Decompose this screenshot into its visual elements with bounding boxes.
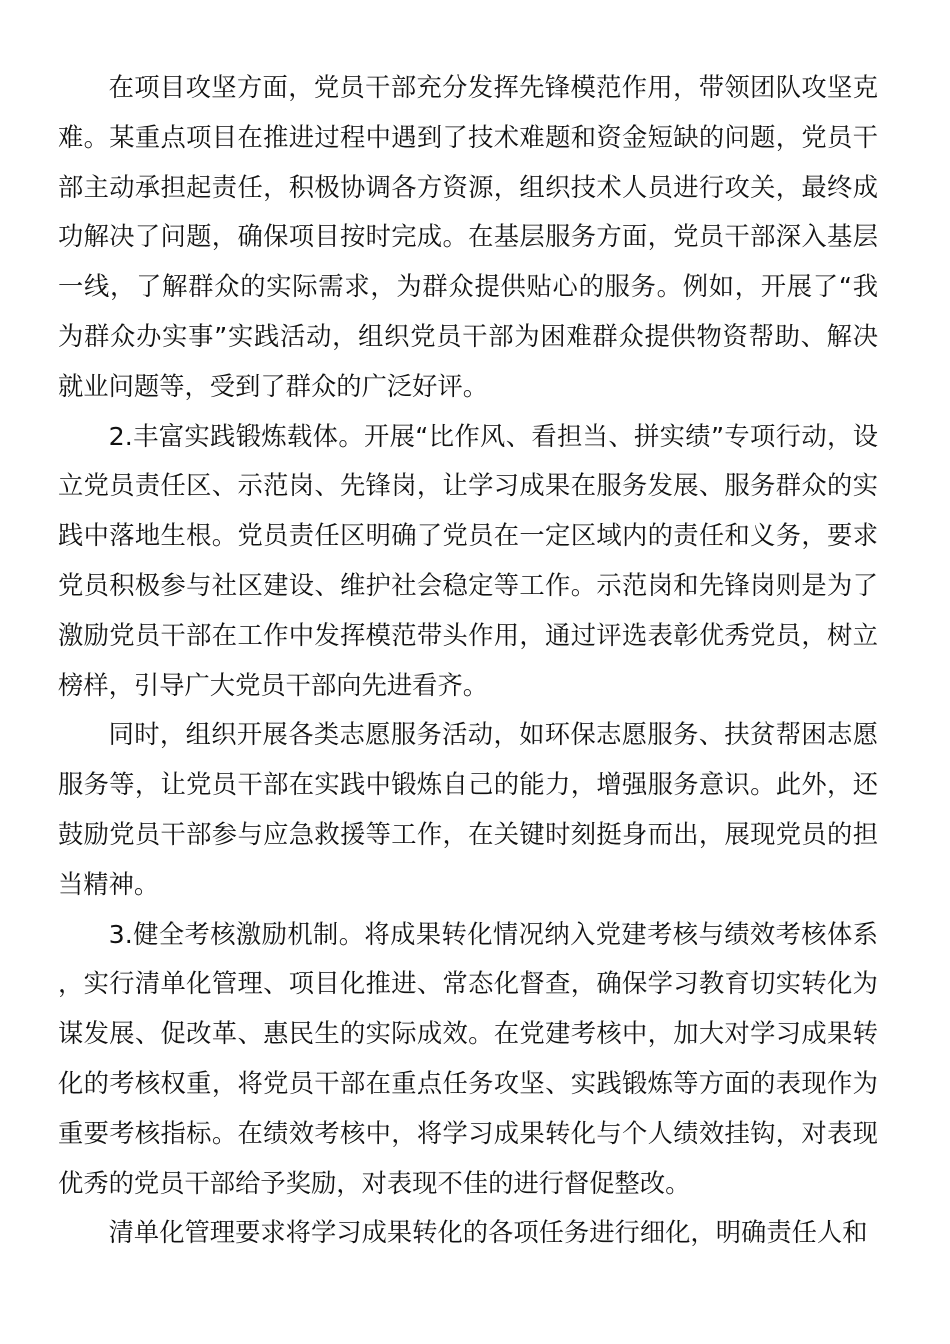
- line: 的考核权重，将党员干部在重点任务攻坚、实践锻炼等方面的表现作为重: [58, 1068, 878, 1148]
- line: 要考核指标。在绩效考核中，将学习成果转化与个人绩效挂钩，对表现优: [58, 1118, 878, 1198]
- line: 了激励党员干部在工作中发挥模范带头作用，通过评选表彰优秀党员，树: [58, 570, 878, 650]
- paragraph-assessment-incentive: [58, 910, 878, 1209]
- line: 秀的党员干部给予奖励，对表现不佳的进行督促整改。: [83, 1168, 691, 1198]
- line: 清单化管理要求将学习成果转化的各项任务进行细化，明确责任人和: [108, 1218, 868, 1248]
- line: 功解决了问题，确保项目按时完成。在基层服务方面，党员干部深入基层: [58, 222, 878, 252]
- line: 实行清单化管理、项目化推进、常态化督查，确保学习教育切实转化为谋: [58, 969, 878, 1049]
- line: 一线，了解群众的实际需求，为群众提供贴心的服务。例如，开展了“我: [58, 272, 878, 302]
- line: 3.健全考核激励机制。将成果转化情况纳入党建考核与绩效考核体系，: [58, 919, 878, 999]
- line: 部主动承担起责任，积极协调各方资源，组织技术人员进行攻关，最终成: [58, 172, 878, 202]
- line: 设立党员责任区、示范岗、先锋岗，让学习成果在服务发展、服务群众的: [58, 421, 878, 501]
- paragraph-project-tackling: [58, 63, 878, 412]
- line: 实践中落地生根。党员责任区明确了党员在一定区域内的责任和义务，要: [58, 471, 878, 551]
- line: 2.丰富实践锻炼载体。开展“比作风、看担当、拼实绩”专项行动，: [108, 421, 853, 451]
- line: 立榜样，引导广大党员干部向先进看齐。: [58, 620, 878, 700]
- paragraph-volunteer-services: [58, 710, 878, 909]
- line: 发展、促改革、惠民生的实际成效。在党建考核中，加大对学习成果转化: [58, 1019, 878, 1098]
- line: 当精神。: [58, 869, 160, 899]
- document-page: [58, 63, 878, 1258]
- line: 服务等，让党员干部在实践中锻炼自己的能力，增强服务意识。此外，还: [58, 770, 878, 800]
- line: 同时，组织开展各类志愿服务活动，如环保志愿服务、扶贫帮困志愿: [108, 720, 878, 750]
- line: 为群众办实事”实践活动，组织党员干部为困难群众提供物资帮助、解决: [58, 321, 878, 351]
- line: 求党员积极参与社区建设、维护社会稳定等工作。示范岗和先锋岗则是为: [58, 521, 878, 600]
- line: 就业问题等，受到了群众的广泛好评。: [58, 371, 489, 401]
- line: 难。某重点项目在推进过程中遇到了技术难题和资金短缺的问题，党员干: [58, 122, 878, 152]
- line: 鼓励党员干部参与应急救援等工作，在关键时刻挺身而出，展现党员的担: [58, 819, 878, 849]
- line: 在项目攻坚方面，党员干部充分发挥先锋模范作用，带领团队攻坚克: [108, 73, 878, 102]
- paragraph-practice-carriers: [58, 412, 878, 711]
- paragraph-checklist-management: [58, 1208, 878, 1258]
